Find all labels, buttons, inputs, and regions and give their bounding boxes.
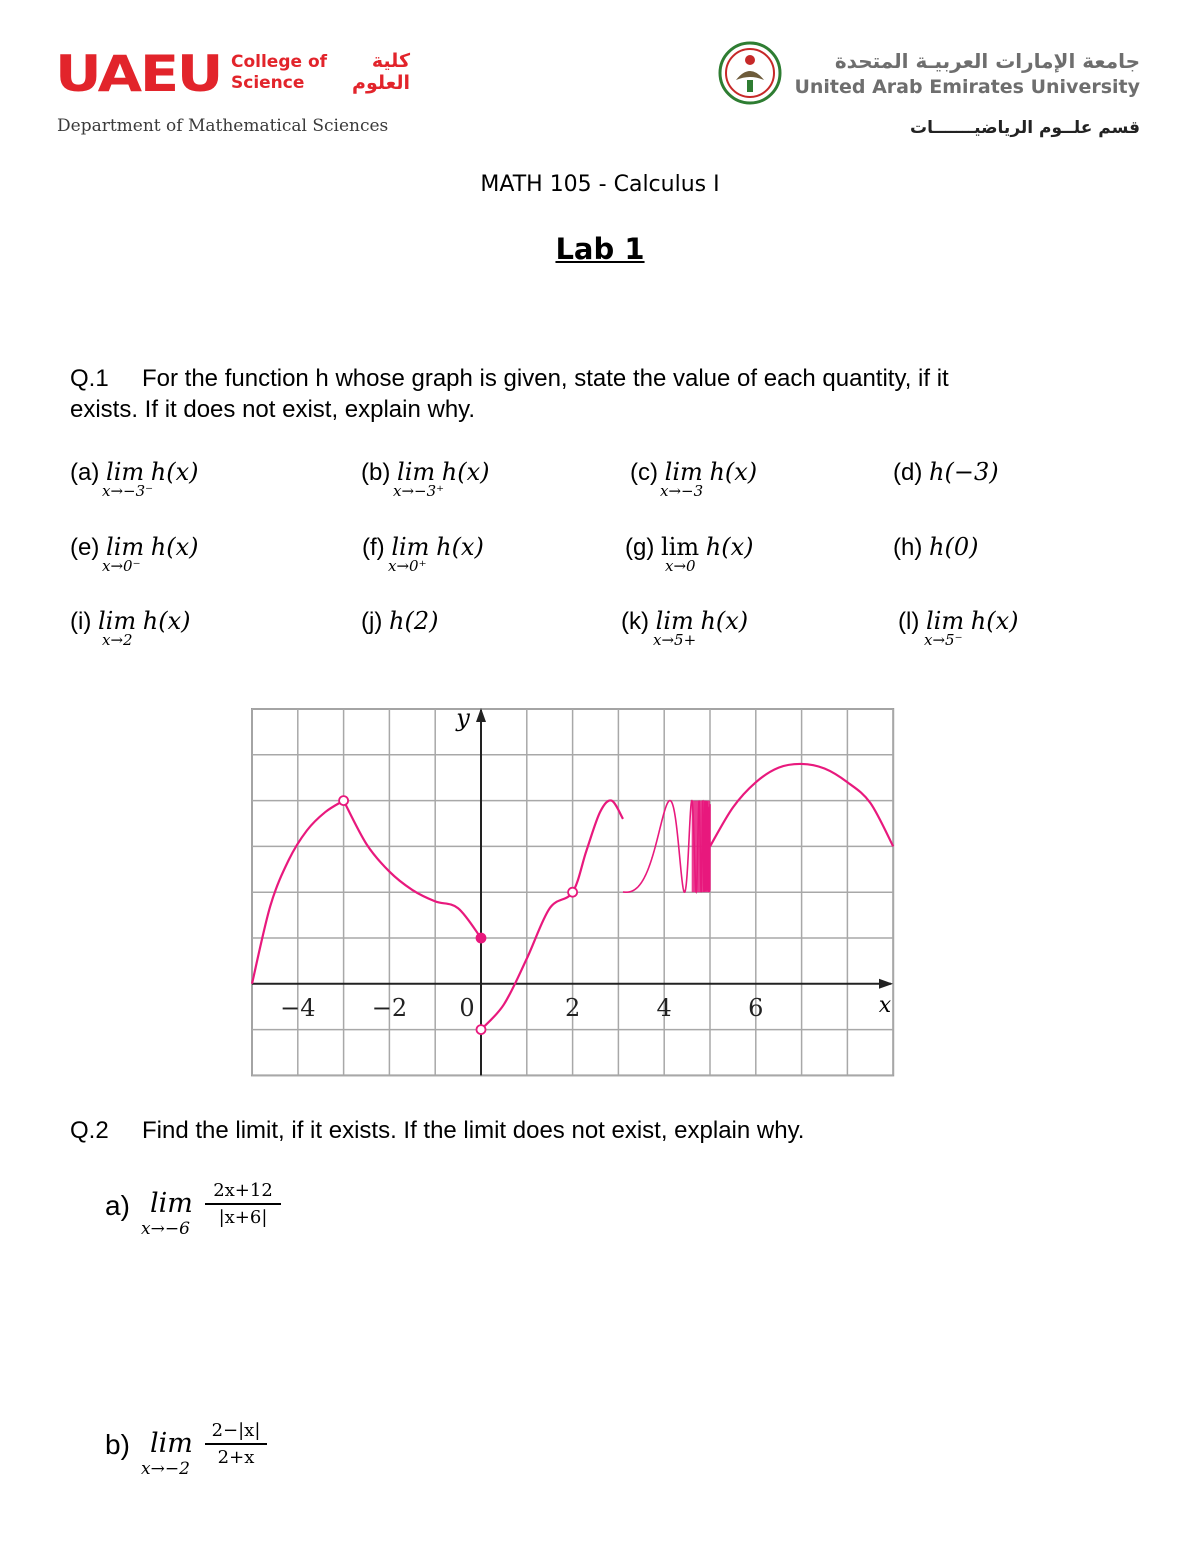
part-label: (g) <box>625 534 655 561</box>
lab-title: Lab 1 <box>555 232 645 266</box>
tick-label: 0 <box>459 993 475 1022</box>
university-emblem-icon <box>716 40 784 106</box>
college-name-ar <box>338 50 410 94</box>
function-expression: h(2) <box>389 607 439 635</box>
university-name-ar: جامعة الإمارات العربيـة المتحدة <box>834 49 1140 73</box>
function-expression: h(x) <box>700 607 749 635</box>
function-expression: h(x) <box>441 458 490 486</box>
limit-subscript: x→2 <box>102 631 133 649</box>
q2-text: Find the limit, if it exists. If the limit does not exist, explain why. <box>142 1117 805 1144</box>
part-label: (l) <box>898 608 920 635</box>
q1-part-d <box>893 457 999 488</box>
limit-subscript: x→0 <box>665 557 696 575</box>
department-name-en: Department of Mathematical Sciences <box>57 116 389 136</box>
function-expression: h(x) <box>142 607 191 635</box>
open-point <box>477 1025 486 1034</box>
lim-operator: lim <box>391 533 430 561</box>
q1-text-line2: exists. If it does not exist, explain why. <box>70 396 476 423</box>
denominator: 2+x <box>217 1447 255 1468</box>
tick-label: 6 <box>748 993 764 1022</box>
q1-part-i <box>70 606 191 649</box>
lim-operator: lim <box>661 533 700 561</box>
part-label: (j) <box>361 608 383 635</box>
q1-part-e <box>70 532 199 575</box>
lim-operator: lim <box>397 458 436 486</box>
closed-point <box>477 934 486 943</box>
tick-label: 2 <box>564 993 581 1022</box>
q1-part-l <box>898 606 1019 649</box>
q1-part-a <box>70 457 199 500</box>
lim-operator: lim <box>106 458 145 486</box>
limit-subscript: x→−3⁺ <box>393 482 445 500</box>
q1-text-line1: For the function h whose graph is given, state the value of each quantity, if it <box>142 365 949 392</box>
function-graph <box>249 706 895 1080</box>
fraction <box>205 1180 281 1228</box>
lim-operator: lim <box>150 1428 193 1459</box>
function-expression: h(0) <box>929 533 979 561</box>
college-en-line2: Science <box>231 73 305 93</box>
numerator: 2x+12 <box>205 1180 281 1205</box>
part-label: (k) <box>621 608 649 635</box>
y-axis-label: y <box>456 706 470 732</box>
limit-subscript: x→5⁻ <box>924 631 963 649</box>
q1-part-g <box>625 532 754 575</box>
limit-subscript: x→−2 <box>141 1459 190 1479</box>
lim-operator: lim <box>98 607 137 635</box>
function-expression: h(x) <box>150 533 199 561</box>
open-point <box>339 796 348 805</box>
lim-operator: lim <box>150 1188 193 1219</box>
q1-part-c <box>630 457 758 500</box>
limit-subscript: x→−6 <box>141 1219 190 1239</box>
part-label: b) <box>105 1429 130 1460</box>
limit-subscript: x→5+ <box>653 631 697 649</box>
college-name-en <box>231 52 327 94</box>
tick-label: −4 <box>280 993 316 1022</box>
q1-part-j <box>361 606 438 637</box>
function-expression: h(x) <box>150 458 199 486</box>
function-expression: h(x) <box>709 458 758 486</box>
limit-subscript: x→−3⁻ <box>102 482 154 500</box>
q1-number: Q.1 <box>70 365 109 392</box>
department-name-ar: قسم علــوم الرياضيـــــــات <box>910 118 1140 138</box>
denominator: |x+6| <box>218 1207 268 1228</box>
q1-part-f <box>362 532 484 575</box>
part-label: (c) <box>630 459 658 486</box>
lim-operator: lim <box>106 533 145 561</box>
function-expression: h(x) <box>705 533 754 561</box>
x-axis-label: x <box>878 992 892 1018</box>
tick-label: 4 <box>656 993 672 1022</box>
q1-part-h <box>893 532 978 563</box>
q2-part-a <box>105 1190 130 1222</box>
part-label: (d) <box>893 459 923 486</box>
college-ar-line2: العلوم <box>352 72 410 94</box>
numerator: 2−|x| <box>205 1420 267 1445</box>
college-en-line1: College of <box>231 52 328 72</box>
part-label: (i) <box>70 608 92 635</box>
lim-operator: lim <box>664 458 703 486</box>
limit-subscript: x→−3 <box>660 482 704 500</box>
oscillation-dense-band <box>692 801 710 893</box>
lim-operator: lim <box>926 607 965 635</box>
uaeu-logo: UAEU <box>55 45 222 103</box>
tick-label: −2 <box>371 993 408 1022</box>
function-expression: h(x) <box>970 607 1019 635</box>
limit-subscript: x→0⁺ <box>388 557 427 575</box>
q2-part-b <box>105 1429 130 1461</box>
limit-subscript: x→0⁻ <box>102 557 141 575</box>
part-label: (h) <box>893 534 923 561</box>
fraction <box>205 1420 267 1468</box>
function-expression: h(x) <box>436 533 484 561</box>
function-expression: h(−3) <box>929 458 999 486</box>
part-label: (f) <box>362 534 385 561</box>
part-label: (e) <box>70 534 100 561</box>
part-label: (b) <box>361 459 391 486</box>
q1-part-b <box>361 457 490 500</box>
university-name-en: United Arab Emirates University <box>794 76 1140 98</box>
part-label: (a) <box>70 459 100 486</box>
q1-part-k <box>621 606 749 649</box>
lim-operator: lim <box>655 607 694 635</box>
college-ar-line1: كلية <box>371 50 410 72</box>
course-title: MATH 105 - Calculus I <box>480 172 720 197</box>
open-point <box>568 888 577 897</box>
part-label: a) <box>105 1190 130 1221</box>
q2-number: Q.2 <box>70 1117 109 1144</box>
